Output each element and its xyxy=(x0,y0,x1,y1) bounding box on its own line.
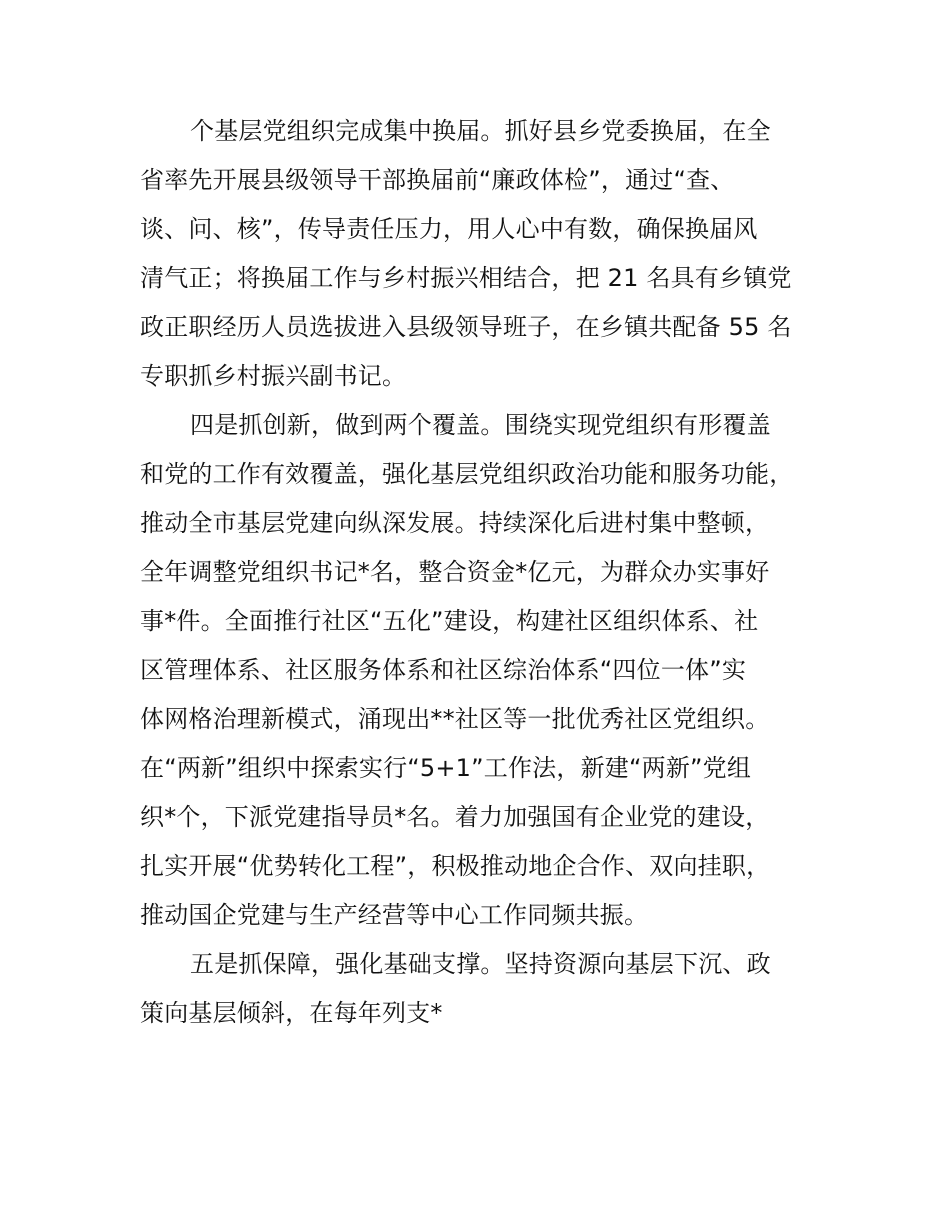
paragraph-heading-line: 四是抓创新，做到两个覆盖。围绕实现党组织有形覆盖 xyxy=(190,411,771,439)
text-line: 策向基层倾斜，在每年列支* xyxy=(140,999,443,1027)
text-line: 清气正；将换届工作与乡村振兴相结合，把 21 名具有乡镇党 xyxy=(140,264,792,292)
text-line: 个基层党组织完成集中换届。抓好县乡党委换届，在全 xyxy=(190,117,771,145)
paragraph-heading-line: 五是抓保障，强化基础支撑。坚持资源向基层下沉、政 xyxy=(190,950,771,978)
text-line: 和党的工作有效覆盖，强化基层党组织政治功能和服务功能， xyxy=(140,460,794,488)
text-line: 在“两新”组织中探索实行“5+1”工作法，新建“两新”党组 xyxy=(140,754,752,782)
text-line: 区管理体系、社区服务体系和社区综治体系“四位一体”实 xyxy=(140,656,747,684)
text-line: 扎实开展“优势转化工程”，积极推动地企合作、双向挂职， xyxy=(140,852,771,880)
text-line: 全年调整党组织书记*名，整合资金*亿元，为群众办实事好 xyxy=(140,558,770,586)
text-line: 谈、问、核”，传导责任压力，用人心中有数，确保换届风 xyxy=(140,215,758,243)
text-line: 省率先开展县级领导干部换届前“廉政体检”，通过“查、 xyxy=(140,166,735,194)
text-line: 推动全市基层党建向纵深发展。持续深化后进村集中整顿， xyxy=(140,509,770,537)
text-line: 政正职经历人员选拔进入县级领导班子，在乡镇共配备 55 名 xyxy=(140,313,792,341)
text-line: 事*件。全面推行社区“五化”建设，构建社区组织体系、社 xyxy=(140,607,759,635)
text-line: 织*个，下派党建指导员*名。着力加强国有企业党的建设， xyxy=(140,803,770,831)
body-text xyxy=(140,107,820,1038)
text-line: 推动国企党建与生产经营等中心工作同频共振。 xyxy=(140,901,649,929)
text-line: 体网格治理新模式，涌现出**社区等一批优秀社区党组织。 xyxy=(140,705,770,733)
text-line: 专职抓乡村振兴副书记。 xyxy=(140,362,407,390)
